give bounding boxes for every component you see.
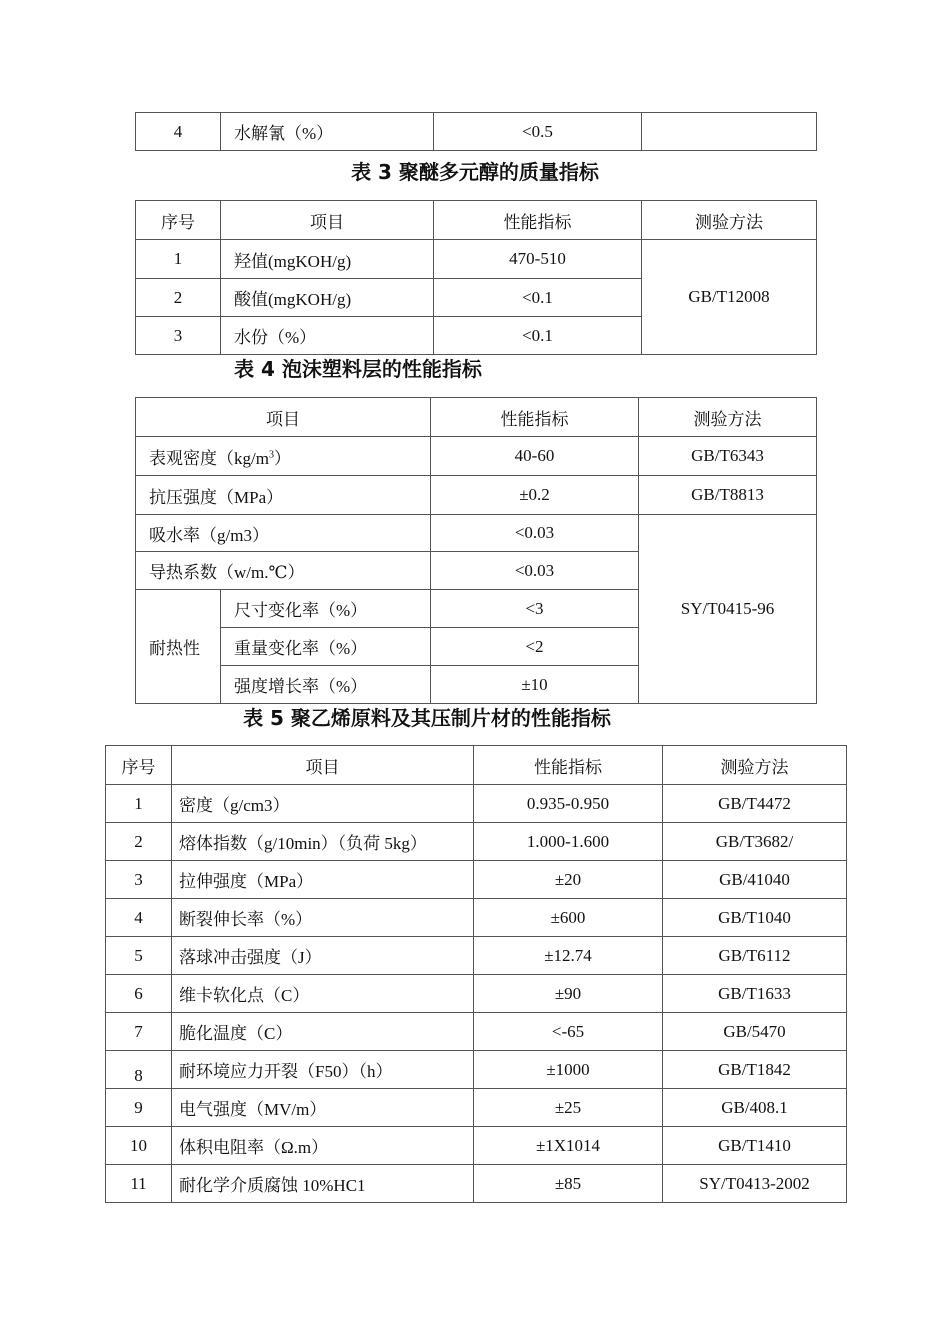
item-cell: 抗压强度（MPa） (136, 476, 431, 515)
method-cell: GB/T1040 (663, 899, 847, 937)
value-cell: 40-60 (431, 437, 639, 476)
value-cell: <2 (431, 628, 639, 666)
row-number: 2 (106, 823, 172, 861)
row-number: 5 (106, 937, 172, 975)
table-row (106, 937, 847, 975)
value-cell: ±25 (474, 1089, 663, 1127)
table-header-row (136, 398, 817, 437)
row-number: 9 (106, 1089, 172, 1127)
group-cell: 耐热性 (136, 590, 221, 704)
value-cell: ±85 (474, 1165, 663, 1203)
value-cell: <0.5 (434, 113, 642, 151)
item-cell: 耐化学介质腐蚀 10%HC1 (172, 1165, 474, 1203)
table4 (135, 397, 817, 704)
header-value: 性能指标 (431, 398, 639, 437)
table4-caption: 表 4 泡沫塑料层的性能指标 (234, 357, 482, 381)
item-cell: 羟值(mgKOH/g) (221, 240, 434, 279)
method-cell: SY/T0415-96 (639, 515, 817, 704)
value-cell: ±1X1014 (474, 1127, 663, 1165)
value-cell: <0.03 (431, 515, 639, 552)
value-cell: 1.000-1.600 (474, 823, 663, 861)
density-superscript: 3 (268, 448, 274, 460)
value-cell: ±90 (474, 975, 663, 1013)
header-no: 序号 (106, 746, 172, 785)
item-cell: 尺寸变化率（%） (221, 590, 431, 628)
method-cell: GB/T6343 (639, 437, 817, 476)
table-row (106, 1165, 847, 1203)
row-number: 1 (136, 240, 221, 279)
method-cell: GB/T1410 (663, 1127, 847, 1165)
row-number: 10 (106, 1127, 172, 1165)
table-continued (135, 112, 817, 151)
table-header-row (106, 746, 847, 785)
item-cell (136, 437, 431, 476)
method-cell: GB/T4472 (663, 785, 847, 823)
item-cell: 拉伸强度（MPa） (172, 861, 474, 899)
table-row (106, 1051, 847, 1089)
method-cell: GB/T3682/ (663, 823, 847, 861)
header-method: 测验方法 (663, 746, 847, 785)
header-item: 项目 (221, 201, 434, 240)
item-cell: 水解氰（%） (221, 113, 434, 151)
item-cell: 脆化温度（C） (172, 1013, 474, 1051)
table-row (136, 240, 817, 279)
row-number: 1 (106, 785, 172, 823)
item-cell: 重量变化率（%） (221, 628, 431, 666)
value-cell: ±10 (431, 666, 639, 704)
table-row (106, 785, 847, 823)
item-cell: 电气强度（MV/m） (172, 1089, 474, 1127)
item-cell: 熔体指数（g/10min）（负荷 5kg） (172, 823, 474, 861)
value-cell: ±0.2 (431, 476, 639, 515)
method-cell: SY/T0413-2002 (663, 1165, 847, 1203)
value-cell: <0.03 (431, 552, 639, 590)
table3 (135, 200, 817, 355)
table-row (106, 1127, 847, 1165)
table-row (136, 437, 817, 476)
method-cell: GB/T1842 (663, 1051, 847, 1089)
row-number: 2 (136, 279, 221, 317)
table-row (106, 1089, 847, 1127)
row-number: 3 (106, 861, 172, 899)
header-value: 性能指标 (474, 746, 663, 785)
table-row (106, 823, 847, 861)
value-cell: <0.1 (434, 279, 642, 317)
row-number: 3 (136, 317, 221, 355)
row-number: 7 (106, 1013, 172, 1051)
value-cell: 470-510 (434, 240, 642, 279)
table-row (136, 113, 817, 151)
item-cell: 吸水率（g/m3） (136, 515, 431, 552)
value-cell: <0.1 (434, 317, 642, 355)
method-cell: GB/T6112 (663, 937, 847, 975)
density-label: 表观密度（kg/m (149, 448, 269, 468)
method-cell: GB/5470 (663, 1013, 847, 1051)
table-row (136, 476, 817, 515)
header-value: 性能指标 (434, 201, 642, 240)
header-method: 测验方法 (642, 201, 817, 240)
method-cell: GB/T8813 (639, 476, 817, 515)
table-row (136, 515, 817, 552)
item-cell: 强度增长率（%） (221, 666, 431, 704)
header-method: 测验方法 (639, 398, 817, 437)
table-row (106, 861, 847, 899)
table5-caption: 表 5 聚乙烯原料及其压制片材的性能指标 (243, 706, 611, 730)
item-cell: 落球冲击强度（J） (172, 937, 474, 975)
table-row (106, 1013, 847, 1051)
method-cell: GB/408.1 (663, 1089, 847, 1127)
item-cell: 酸值(mgKOH/g) (221, 279, 434, 317)
table-header-row (136, 201, 817, 240)
item-cell: 密度（g/cm3） (172, 785, 474, 823)
row-number: 4 (136, 113, 221, 151)
row-number: 6 (106, 975, 172, 1013)
row-number: 11 (106, 1165, 172, 1203)
method-cell: GB/T1633 (663, 975, 847, 1013)
table-row (106, 899, 847, 937)
value-cell: <-65 (474, 1013, 663, 1051)
value-cell: <3 (431, 590, 639, 628)
value-cell: 0.935-0.950 (474, 785, 663, 823)
table-row (106, 975, 847, 1013)
item-cell: 体积电阻率（Ω.m） (172, 1127, 474, 1165)
value-cell: ±12.74 (474, 937, 663, 975)
value-cell: ±600 (474, 899, 663, 937)
item-cell: 导热系数（w/m.℃） (136, 552, 431, 590)
header-no: 序号 (136, 201, 221, 240)
row-number: 8 (106, 1051, 172, 1089)
item-cell: 水份（%） (221, 317, 434, 355)
method-cell: GB/41040 (663, 861, 847, 899)
value-cell: ±1000 (474, 1051, 663, 1089)
item-cell: 断裂伸长率（%） (172, 899, 474, 937)
header-item: 项目 (136, 398, 431, 437)
density-label-end: ） (273, 448, 291, 468)
header-item: 项目 (172, 746, 474, 785)
value-cell: ±20 (474, 861, 663, 899)
item-cell: 维卡软化点（C） (172, 975, 474, 1013)
method-cell: GB/T12008 (642, 240, 817, 355)
table3-caption: 表 3 聚醚多元醇的质量指标 (351, 160, 599, 184)
row-number: 4 (106, 899, 172, 937)
table5 (105, 745, 847, 1203)
item-cell: 耐环境应力开裂（F50）（h） (172, 1051, 474, 1089)
method-cell (642, 113, 817, 151)
